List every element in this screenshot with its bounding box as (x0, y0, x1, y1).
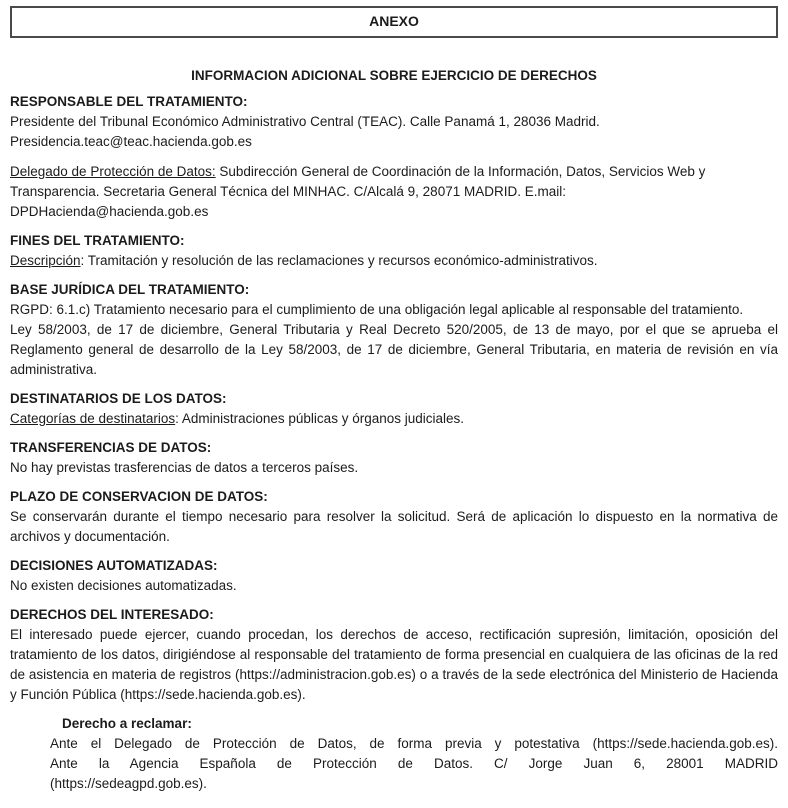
section-heading: DERECHOS DEL INTERESADO: (10, 607, 214, 622)
paragraph (10, 409, 778, 429)
text-run: Ley 58/2003, de 17 de diciembre, General Tributaria y Real Decreto 520/2005, de 13 de mayo, por el que se aprueba el Reglamento general de desarrollo de la Ley 58/2003, de 17 de diciembre, General Tributaria, en materia de revisión en vía administrativa. (10, 322, 778, 377)
section (10, 714, 778, 794)
text-run: : Administraciones públicas y órganos judiciales. (175, 411, 465, 426)
paragraph (10, 320, 778, 380)
paragraph (10, 576, 778, 596)
paragraph (50, 754, 778, 774)
section-heading: DESTINATARIOS DE LOS DATOS: (10, 391, 227, 406)
text-run: Se conservarán durante el tiempo necesario para resolver la solicitud. Será de aplicación lo dispuesto en la normativa de archivos y documentación. (10, 509, 778, 544)
email-text: DPDHacienda@hacienda.gob.es (10, 204, 209, 219)
paragraph (10, 300, 778, 320)
section (10, 487, 778, 547)
paragraph (10, 251, 778, 271)
paragraph (50, 774, 778, 794)
text-run: No existen decisiones automatizadas. (10, 578, 237, 593)
text-run: Subdirección General de Coordinación de la Información, Datos, Servicios Web y Transparencia. Secretaria General Técnica del MINHAC. C/Alcalá 9, 28071 MADRID. E.mail: (10, 164, 706, 199)
text-run: : Tramitación y resolución de las reclamaciones y recursos económico-administrativos. (80, 253, 598, 268)
section (10, 438, 778, 478)
document-body (10, 92, 778, 794)
section (10, 280, 778, 380)
email-text: Presidencia.teac@teac.hacienda.gob.es (10, 134, 252, 149)
section-heading: Derecho a reclamar: (62, 716, 192, 731)
section-heading: DECISIONES AUTOMATIZADAS: (10, 558, 218, 573)
section-heading: PLAZO DE CONSERVACION DE DATOS: (10, 489, 268, 504)
section (10, 92, 778, 222)
text-run: El interesado puede ejercer, cuando procedan, los derechos de acceso, rectificación supresión, limitación, oposición del tratamiento de los datos, dirigiéndose al responsable del tratamiento de forma presencial en cualquiera de las oficinas de la red de asistencia en materia de registros (https://administracion.gob.es) o a través de la sede electrónica del Ministerio de Hacienda y Función Pública (https://sede.hacienda.gob.es). (10, 627, 778, 702)
section-heading: BASE JURÍDICA DEL TRATAMIENTO: (10, 282, 250, 297)
section-heading: FINES DEL TRATAMIENTO: (10, 233, 185, 248)
underlined-lead: Categorías de destinatarios (10, 411, 176, 426)
paragraph (10, 112, 778, 152)
anexo-box (10, 6, 778, 38)
text-run: Ante la Agencia Española de Protección de Datos. C/ Jorge Juan 6, 28001 MADRID (50, 756, 778, 771)
paragraph (10, 625, 778, 705)
section-heading: RESPONSABLE DEL TRATAMIENTO: (10, 94, 248, 109)
paragraph (10, 507, 778, 547)
section (10, 389, 778, 429)
paragraph (50, 734, 778, 754)
anexo-label: ANEXO (369, 13, 419, 29)
paragraph (10, 458, 778, 478)
text-run: RGPD: 6.1.c) Tratamiento necesario para el cumplimiento de una obligación legal aplicable al responsable del tratamiento. (10, 302, 744, 317)
underlined-lead: Delegado de Protección de Datos: (10, 164, 216, 179)
underlined-lead: Descripción (10, 253, 81, 268)
text-run: Presidente del Tribunal Económico Administrativo Central (TEAC). Calle Panamá 1, 28036 Madrid. (10, 114, 600, 129)
section (10, 556, 778, 596)
section (10, 605, 778, 705)
url-text: Ante el Delegado de Protección de Datos, de forma previa y potestativa (https://sede.hacienda.gob.es). (50, 736, 778, 751)
paragraph (10, 162, 778, 222)
section-heading: TRANSFERENCIAS DE DATOS: (10, 440, 212, 455)
document-title: INFORMACION ADICIONAL SOBRE EJERCICIO DE DERECHOS (191, 68, 597, 83)
text-run: No hay previstas trasferencias de datos a terceros países. (10, 460, 359, 475)
url-text: (https://sedeagpd.gob.es). (50, 776, 207, 791)
section (10, 231, 778, 271)
